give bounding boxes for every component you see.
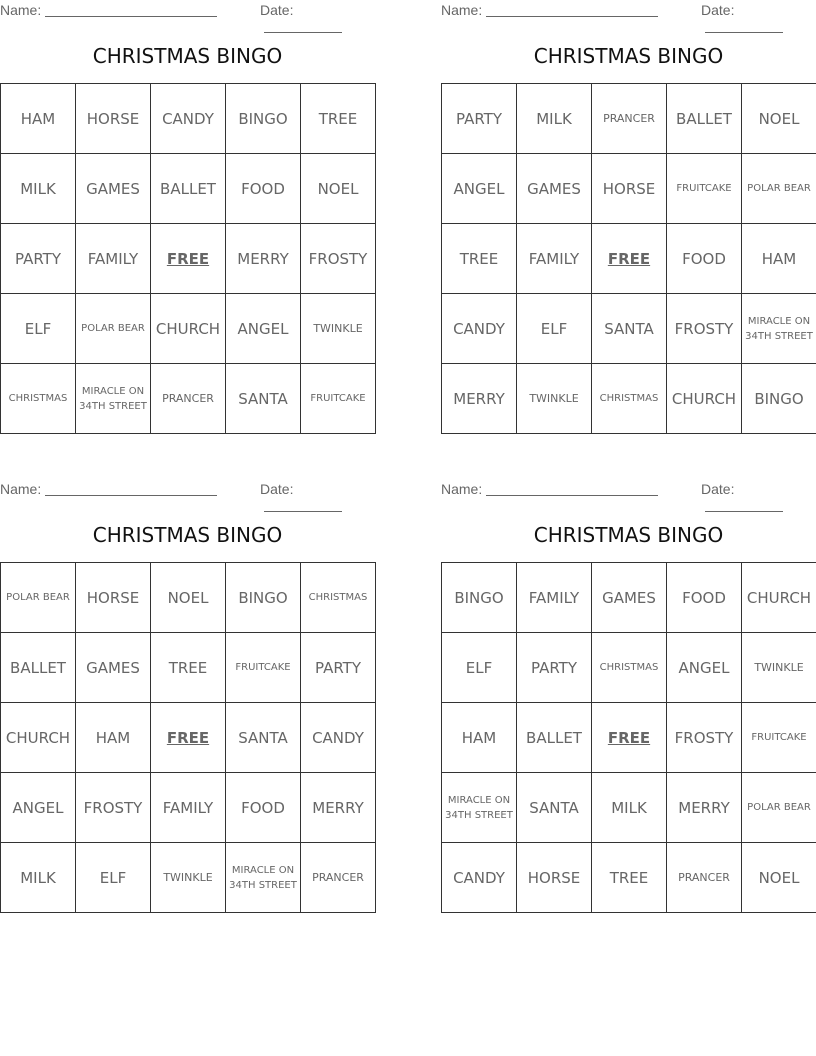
bingo-cell: GAMES [76, 154, 151, 224]
bingo-card-2 [441, 0, 816, 434]
name-label: Name: [441, 2, 483, 18]
bingo-cell: FROSTY [667, 703, 742, 773]
bingo-cell: HORSE [76, 84, 151, 154]
bingo-cell: FOOD [667, 224, 742, 294]
bingo-cell: CANDY [301, 703, 376, 773]
bingo-cell: ELF [442, 633, 517, 703]
date-line [264, 32, 342, 33]
bingo-cell: BINGO [226, 563, 301, 633]
grid-row [1, 364, 376, 434]
bingo-cell: HORSE [592, 154, 667, 224]
bingo-cell: HAM [76, 703, 151, 773]
bingo-cell: HORSE [517, 843, 592, 913]
grid-row [442, 773, 816, 843]
bingo-cell: PRANCER [667, 843, 742, 913]
bingo-cell: BALLET [151, 154, 226, 224]
bingo-cell: NOEL [301, 154, 376, 224]
free-space-cell: FREE [151, 224, 226, 294]
bingo-cell: ELF [1, 294, 76, 364]
date-label: Date: [701, 481, 735, 497]
card-title: CHRISTMAS BINGO [92, 44, 283, 68]
grid-row [1, 294, 376, 364]
bingo-cell: NOEL [742, 843, 816, 913]
bingo-cell: HAM [442, 703, 517, 773]
grid-row [442, 154, 816, 224]
bingo-cell: SANTA [592, 294, 667, 364]
bingo-cell: CHURCH [151, 294, 226, 364]
grid-row [1, 773, 376, 843]
bingo-cell: FAMILY [151, 773, 226, 843]
name-label: Name: [0, 2, 42, 18]
bingo-cell: PRANCER [301, 843, 376, 913]
bingo-cell: SANTA [226, 703, 301, 773]
bingo-grid [441, 83, 816, 434]
bingo-cell: TREE [592, 843, 667, 913]
bingo-cell: PARTY [1, 224, 76, 294]
bingo-cell: HORSE [76, 563, 151, 633]
grid-row [442, 84, 816, 154]
bingo-cell: CHURCH [1, 703, 76, 773]
bingo-grid [0, 83, 376, 434]
bingo-grid [441, 562, 816, 913]
bingo-cell: MERRY [667, 773, 742, 843]
grid-row [442, 224, 816, 294]
bingo-cell: TREE [301, 84, 376, 154]
bingo-cell: FOOD [226, 773, 301, 843]
grid-row [1, 84, 376, 154]
bingo-cell: ANGEL [226, 294, 301, 364]
bingo-cell: TWINKLE [742, 633, 816, 703]
grid-row [442, 633, 816, 703]
name-line [486, 16, 658, 17]
bingo-grid [0, 562, 376, 913]
grid-row [1, 633, 376, 703]
bingo-cell: ANGEL [442, 154, 517, 224]
bingo-cell: PRANCER [592, 84, 667, 154]
bingo-cell: FAMILY [76, 224, 151, 294]
free-space-cell: FREE [151, 703, 226, 773]
card-title: CHRISTMAS BINGO [533, 44, 724, 68]
name-label: Name: [0, 481, 42, 497]
name-line [45, 495, 217, 496]
bingo-cell: ELF [517, 294, 592, 364]
date-label: Date: [260, 2, 294, 18]
bingo-cell: GAMES [592, 563, 667, 633]
bingo-cell: CANDY [151, 84, 226, 154]
grid-row [1, 224, 376, 294]
header-fields [0, 0, 375, 22]
bingo-cell: CHRISTMAS [301, 563, 376, 633]
bingo-cell: HAM [742, 224, 816, 294]
grid-row [442, 294, 816, 364]
bingo-cell: PARTY [517, 633, 592, 703]
bingo-cell: ANGEL [667, 633, 742, 703]
card-title: CHRISTMAS BINGO [533, 523, 724, 547]
grid-row [1, 154, 376, 224]
free-space-cell: FREE [592, 224, 667, 294]
bingo-cell: ANGEL [1, 773, 76, 843]
bingo-cell: MILK [1, 843, 76, 913]
bingo-card-3 [0, 479, 375, 913]
bingo-cell: TWINKLE [517, 364, 592, 434]
bingo-cell: TWINKLE [151, 843, 226, 913]
date-line [705, 511, 783, 512]
bingo-cell: NOEL [151, 563, 226, 633]
header-fields [441, 0, 816, 22]
bingo-cell: GAMES [517, 154, 592, 224]
bingo-cell: FRUITCAKE [301, 364, 376, 434]
bingo-cell: PARTY [442, 84, 517, 154]
bingo-cell: FOOD [226, 154, 301, 224]
bingo-cell: POLAR BEAR [76, 294, 151, 364]
grid-row [442, 843, 816, 913]
free-space-cell: FREE [592, 703, 667, 773]
bingo-cell: BALLET [667, 84, 742, 154]
bingo-cell: SANTA [517, 773, 592, 843]
bingo-cell: FRUITCAKE [226, 633, 301, 703]
bingo-cell: BALLET [517, 703, 592, 773]
bingo-cell: MIRACLE ON 34TH STREET [226, 843, 301, 913]
header-fields [0, 479, 375, 501]
bingo-cell: FOOD [667, 563, 742, 633]
grid-row [442, 364, 816, 434]
bingo-cell: MERRY [301, 773, 376, 843]
card-title: CHRISTMAS BINGO [92, 523, 283, 547]
bingo-cell: POLAR BEAR [1, 563, 76, 633]
name-label: Name: [441, 481, 483, 497]
bingo-cell: CHURCH [742, 563, 816, 633]
bingo-cell: BINGO [442, 563, 517, 633]
date-line [264, 511, 342, 512]
bingo-cell: CHURCH [667, 364, 742, 434]
bingo-cell: TREE [151, 633, 226, 703]
bingo-cell: MIRACLE ON 34TH STREET [742, 294, 816, 364]
grid-row [442, 703, 816, 773]
bingo-cell: MILK [1, 154, 76, 224]
bingo-cell: MIRACLE ON 34TH STREET [76, 364, 151, 434]
name-line [45, 16, 217, 17]
bingo-cell: PARTY [301, 633, 376, 703]
bingo-cell: TREE [442, 224, 517, 294]
bingo-cell: FRUITCAKE [742, 703, 816, 773]
name-line [486, 495, 658, 496]
bingo-card-1 [0, 0, 375, 434]
bingo-cell: BALLET [1, 633, 76, 703]
bingo-cell: MERRY [442, 364, 517, 434]
grid-row [1, 843, 376, 913]
grid-row [442, 563, 816, 633]
bingo-cell: FRUITCAKE [667, 154, 742, 224]
bingo-cell: ELF [76, 843, 151, 913]
bingo-cell: FAMILY [517, 224, 592, 294]
grid-row [1, 703, 376, 773]
bingo-cell: MERRY [226, 224, 301, 294]
bingo-cell: FAMILY [517, 563, 592, 633]
bingo-cell: MILK [592, 773, 667, 843]
bingo-cell: CANDY [442, 843, 517, 913]
date-line [705, 32, 783, 33]
bingo-cell: HAM [1, 84, 76, 154]
bingo-cell: MIRACLE ON 34TH STREET [442, 773, 517, 843]
bingo-cell: CHRISTMAS [1, 364, 76, 434]
bingo-cell: CANDY [442, 294, 517, 364]
bingo-cell: CHRISTMAS [592, 364, 667, 434]
bingo-cell: PRANCER [151, 364, 226, 434]
bingo-cell: TWINKLE [301, 294, 376, 364]
bingo-cell: BINGO [742, 364, 816, 434]
bingo-cell: BINGO [226, 84, 301, 154]
grid-row [1, 563, 376, 633]
date-label: Date: [701, 2, 735, 18]
bingo-cell: POLAR BEAR [742, 154, 816, 224]
bingo-cell: POLAR BEAR [742, 773, 816, 843]
bingo-cell: GAMES [76, 633, 151, 703]
date-label: Date: [260, 481, 294, 497]
bingo-cell: CHRISTMAS [592, 633, 667, 703]
bingo-cell: FROSTY [76, 773, 151, 843]
bingo-cell: NOEL [742, 84, 816, 154]
bingo-cell: FROSTY [301, 224, 376, 294]
bingo-cell: SANTA [226, 364, 301, 434]
header-fields [441, 479, 816, 501]
bingo-cell: MILK [517, 84, 592, 154]
bingo-card-4 [441, 479, 816, 913]
bingo-cell: FROSTY [667, 294, 742, 364]
